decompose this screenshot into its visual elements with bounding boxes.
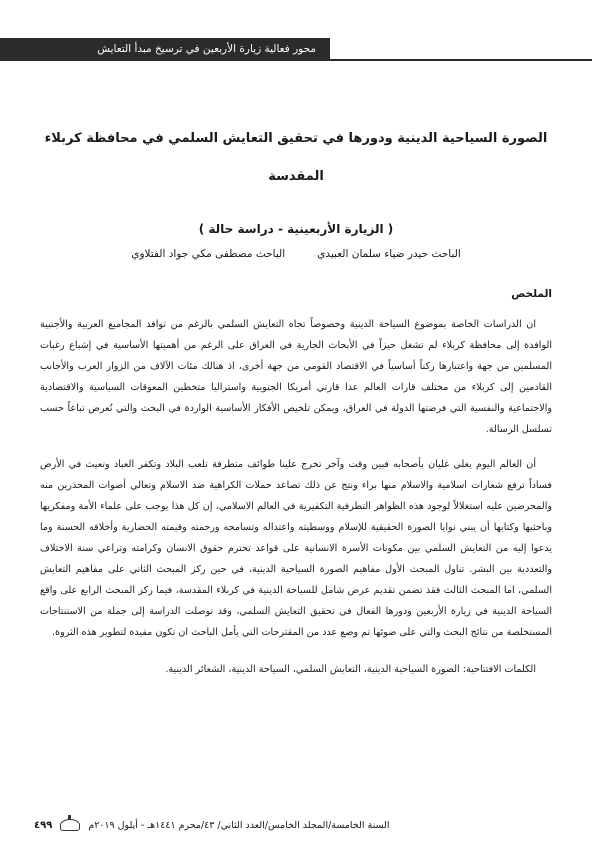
issue-info: السنة الخامسة/المجلد الخامس/العدد الثاني/ ٤٣/محرم ١٤٤١هـ - أيلول ٢٠١٩م <box>88 819 390 831</box>
page-footer <box>34 815 558 835</box>
mosque-dome-icon <box>60 819 80 831</box>
keywords: الكلمات الافتتاحية: الصورة السياحية الدينية، التعايش السلمي، السياحة الدينية، الشعائر الدينية. <box>165 664 536 675</box>
author-2: الباحث مصطفى مكي جواد الفتلاوي <box>131 248 286 260</box>
paper-body <box>40 120 552 680</box>
title-line-2: المقدسة <box>268 169 324 184</box>
abstract-paragraph-1: ان الدراسات الخاصة بموضوع السياحة الدينية وخصوصاً تجاه التعايش السلمي بالرغم من توافد المجاميع العربية والأجنبية الوافدة إلى محافظة كربلاء لم تشغل حيزاً في الأبحاث الجارية في العراق على الرغم من أهميتها الأساسية في إشباع رغبات المسلمين من جهة واعتبارها ركناً أساسياً في الاقتصاد القومي من جهة أخرى، اذ هنالك مئات الآلاف من الزوار العرب والأجانب القادمين إلى كربلاء من مختلف قارات العالم عدا قارتي أمريكا الجنوبية واستراليا متخطين المعوقات السياسية والاقتصادية والاجتماعية والنفسية التي فرضتها الدولة في العراق، ويمكن تلخيص الأفكار الأساسية الواردة في البحث والتي تُعرض تباعاً حسب تسلسل الرسالة. <box>40 319 552 435</box>
paper-title <box>40 120 552 196</box>
journal-header-band: محور فعالية زيارة الأربعين في ترسيخ مبدأ التعايش <box>0 38 330 60</box>
title-line-1: الصورة السياحية الدينية ودورها في تحقيق التعايش السلمي في محافظة كربلاء <box>44 131 548 146</box>
abstract-heading: الملخص <box>511 288 552 300</box>
header-rule <box>0 59 592 61</box>
abstract-paragraph-2: أن العالم اليوم يغلي غليان بأصحابه فبين وقت وآخر تخرج علينا طوائف متطرفة تلعب البلاد وتكفر العباد وتعيث في الأرض فساداً ترفع شعارات اسلامية والاسلام منها براء ونتج عن ذلك تصاعد حملات الكراهية ضد الاسلام وتعالي أصوات المحذرين منه والمحرضين عليه استغلالاً لوجود هذه الظواهر التطرفية التكفيرية في العالم الاسلامي، إن كل هذا يوجب على علماء الأمة ومفكريها وباحثيها وكتابها أن يبني نوايا الصورة الحقيقية للإسلام ووسطيته واعتداله وتسامحه ورحمته وقيمته الحضارية وأخلاقه الحسنة وما يدعوا إليه من التعايش السلمي بين مكونات الأسرة الانسانية على قواعد تحترم حقوق الانسان وكرامته وتراعي سنة الاختلاف والتعددية بين البشر. تناول المبحث الأول مفاهيم الصورة السياحية الدينية، في حين ركز المبحث الثاني على مفاهيم التعايش السلمي، اما المبحث الثالث فقد تضمن تقديم عرض شامل للسياحة الدينية في كربلاء المقدسة، فيما ركز المبحث الرابع على واقع السياحة الدينية في زيارة الأربعين ودورها الفعال في تحقيق التعايش السلمي، وقد توصلت الدراسة إلى جملة من الاستنتاجات المستخلصة من نتائج البحث والتي على ضوئها تم وضع عدد من المقترحات التي يأمل الباحث ان تكون مفيدة لتطوير هذه الثروة. <box>40 459 552 638</box>
paper-subtitle: ( الزيارة الأربعينية - دراسة حالة ) <box>198 222 394 236</box>
authors <box>40 248 552 260</box>
author-1: الباحث حيدر ضياء سلمان العبيدي <box>317 248 461 260</box>
page-number: ٤٩٩ <box>34 819 53 831</box>
